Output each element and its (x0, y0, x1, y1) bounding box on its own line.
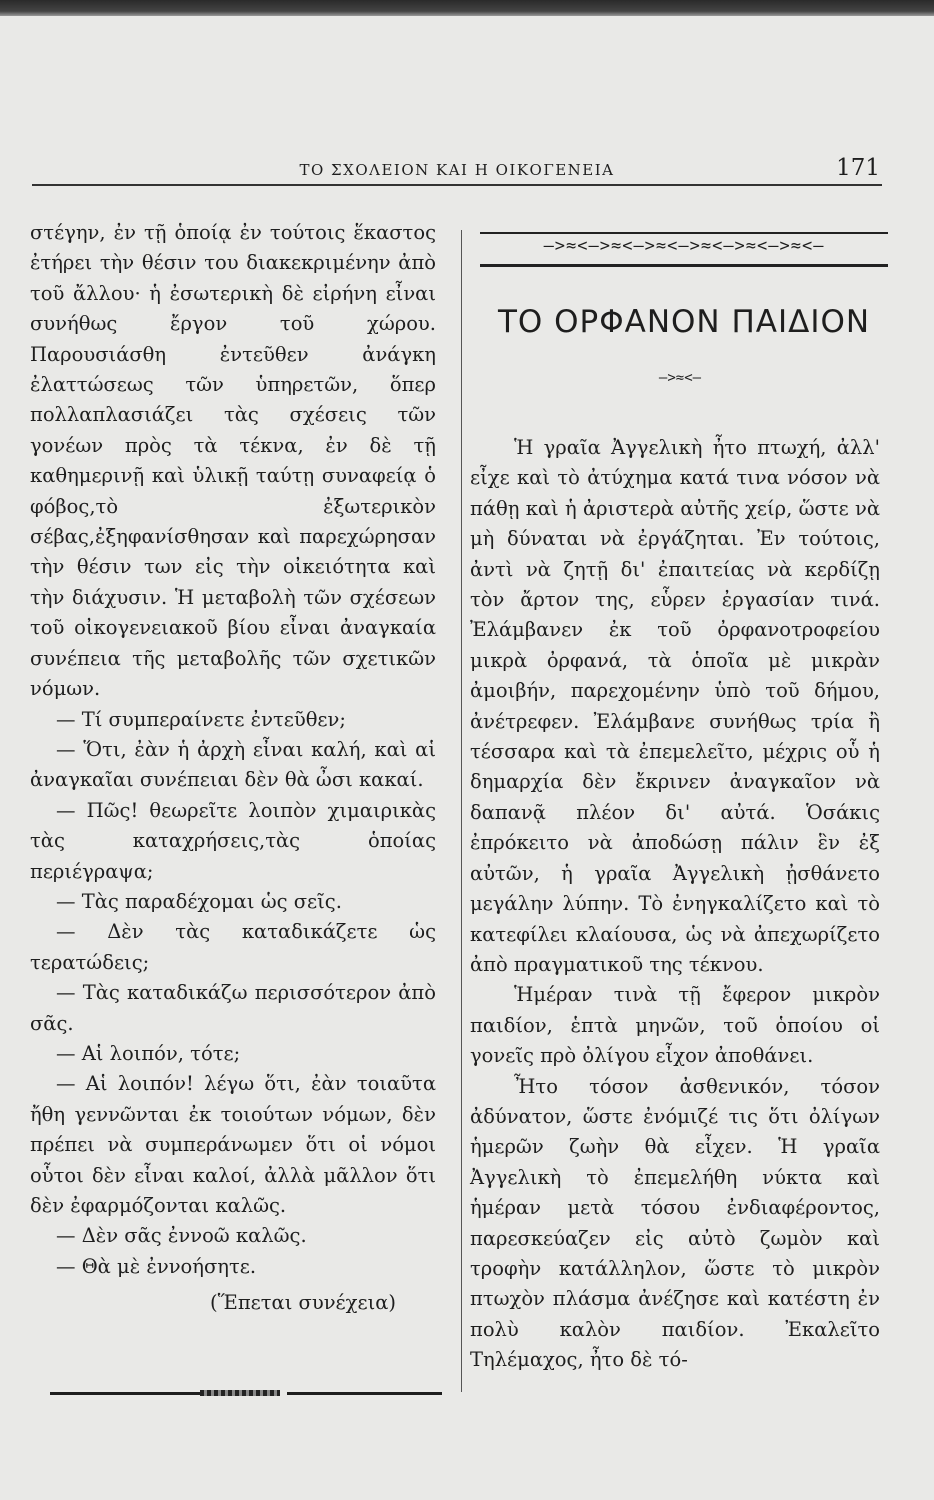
dialogue-line: — Αἱ λοιπόν, τότε; (56, 1041, 241, 1065)
dialogue-line: — Τὰς παραδέχομαι ὡς σεῖς. (56, 889, 342, 913)
dialogue-line: — Τὰς καταδικάζω περισσότερον ἀπὸ σᾶς. (30, 981, 436, 1035)
ornament-rule-top (480, 232, 888, 234)
dialogue-line: — Ὅτι, ἐὰν ἡ ἀρχὴ εἶναι καλή, καὶ αἱ ἀναγκαῖαι συνέπειαι δὲν θὰ ὦσι κακαί. (30, 737, 436, 792)
paragraph: στέγην, ἐν τῇ ὁποίᾳ ἐν τούτοις ἕκαστος ἐτήρει τὴν θέσιν του διακεκριμένην ἀπὸ τοῦ ἄλλου· ἡ ἐσωτερικὴ δὲ εἰρήνη εἶναι συνήθως ἔργον τοῦ χώρου. Παρουσιάσθη ἐντεῦθεν ἀνάγκη ἐλαττώσεως τῶν ὑπηρετῶν, ὅπερ πολλαπλασιάζει τὰς σχέσεις τῶν γονέων πρὸς τὰ τέκνα, ἐν δὲ τῇ καθημερινῇ καὶ ὑλικῇ ταύτῃ συναφείᾳ ὁ φόβος,τὸ ἐξωτερικὸν σέβας,ἐξηφανίσθησαν καὶ παρεχώρησαν τὴν θέσιν των εἰς τὴν οἰκειότητα καὶ τὴν διάχυσιν. Ἡ μεταβολὴ τῶν σχέσεων τοῦ οἰκογενειακοῦ βίου εἶναι ἀναγκαία συνέπεια τῆς μεταβολῆς τῶν σχετικῶν νόμων. (30, 221, 436, 701)
dialogue-line: — Θὰ μὲ ἐννοήσητε. (56, 1254, 257, 1278)
small-ornament: —>≈<— (658, 370, 702, 386)
scan-top-edge (0, 0, 934, 16)
right-column (470, 433, 880, 1376)
paragraph: Ἦτο τόσον ἀσθενικόν, τόσον ἀδύνατον, ὥστε ἐνόμιζέ τις ὅτι ὀλίγων ἡμερῶν ζωὴν θὰ εἶχεν. Ἡ γραῖα Ἀγγελικὴ τὸ ἐπεμελήθη νύκτα καὶ ἡμέραν μετὰ τόσου ἐνδιαφέροντος, παρεσκεύαζεν εἰς αὐτὸ ζωμὸν καὶ τροφὴν κατάλληλον, ὥστε τὸ μικρὸν πτωχὸν πλάσμα ἀνέζησε καὶ κατέστη ἐν πολὺ καλὸν παιδίον. Ἐκαλεῖτο Τηλέμαχος, ἦτο δὲ τό- (470, 1074, 880, 1372)
column-divider (461, 230, 462, 1392)
page-number: 171 (836, 155, 880, 181)
header-rule (32, 184, 882, 186)
to-be-continued: (Ἕπεται συνέχεια) (210, 1291, 396, 1315)
ornament-glyphs: —>≈<—>≈<—>≈<—>≈<—>≈<—>≈<— (543, 236, 825, 256)
end-rule-ornament (200, 1390, 280, 1396)
dialogue-line: — Δὲν σᾶς ἐννοῶ καλῶς. (56, 1224, 307, 1248)
ornament-rule-bottom (480, 264, 888, 267)
dialogue-line: — Δὲν τὰς καταδικάζετε ὡς τερατώδεις; (30, 920, 436, 974)
ornament-band (480, 230, 888, 270)
dialogue-line: — Αἱ λοιπόν! λέγω ὅτι, ἐὰν τοιαῦτα ἤθη γεννῶνται ἐκ τοιούτων νόμων, δὲν πρέπει νὰ συμπεράνωμεν ὅτι οἱ νόμοι οὗτοι δὲν εἶναι καλοί, ἀλλὰ μᾶλλον ὅτι δὲν ἐφαρμόζονται καλῶς. (30, 1072, 436, 1217)
running-title: ΤΟ ΣΧΟΛΕΙΟΝ ΚΑΙ Η ΟΙΚΟΓΕΝΕΙΑ (299, 161, 615, 179)
end-rule (287, 1392, 442, 1395)
dialogue-line: — Τί συμπεραίνετε ἐντεῦθεν; (56, 707, 346, 731)
article-title: ΤΟ ΟΡΦΑΝΟΝ ΠΑΙΔΙΟΝ (497, 304, 871, 340)
paragraph: Ἡ γραῖα Ἀγγελικὴ ἦτο πτωχή, ἀλλ' εἶχε καὶ τὸ ἀτύχημα κατά τινα νόσον νὰ πάθῃ καὶ ἡ ἀριστερὰ αὐτῆς χείρ, ὥστε νὰ μὴ δύναται νὰ ἐργάζηται. Ἐν τούτοις, ἀντὶ νὰ ζητῇ δι' ἐπαιτείας νὰ κερδίζῃ τὸν ἄρτον της, εὗρεν ἐργασίαν τινά. Ἐλάμβανεν ἐκ τοῦ ὀρφανοτροφείου μικρὰ ὀρφανά, τὰ ὁποῖα μὲ μικρὰν ἀμοιβήν, παρεχομένην ὑπὸ τοῦ δήμου, ἀνέτρεφεν. Ἐλάμβανε συνήθως τρία ἢ τέσσαρα καὶ τὰ ἐπεμελεῖτο, μέχρις οὗ ἡ δημαρχία δὲν ἔκρινεν ἀναγκαῖον νὰ δαπανᾷ πλέον δι' αὐτά. Ὁσάκις ἐπρόκειτο νὰ ἀποδώσῃ πάλιν ἓν ἐξ αὐτῶν, ἡ γραῖα Ἀγγελικὴ ᾐσθάνετο μεγάλην λύπην. Τὸ ἐνηγκαλίζετο καὶ τὸ κατεφίλει κλαίουσα, ὡς νὰ ἀπεχωρίζετο ἀπὸ πραγματικοῦ της τέκνου. (470, 436, 880, 976)
end-rule (50, 1392, 200, 1395)
paragraph: Ἡμέραν τινὰ τῇ ἔφερον μικρὸν παιδίον, ἑπτὰ μηνῶν, τοῦ ὁποίου οἱ γονεῖς πρὸ ὀλίγου εἶχον ἀποθάνει. (470, 983, 880, 1068)
dialogue-line: — Πῶς! θεωρεῖτε λοιπὸν χιμαιρικὰς τὰς καταχρήσεις,τὰς ὁποίας περιέγραψα; (30, 798, 436, 883)
left-column (30, 218, 436, 1319)
